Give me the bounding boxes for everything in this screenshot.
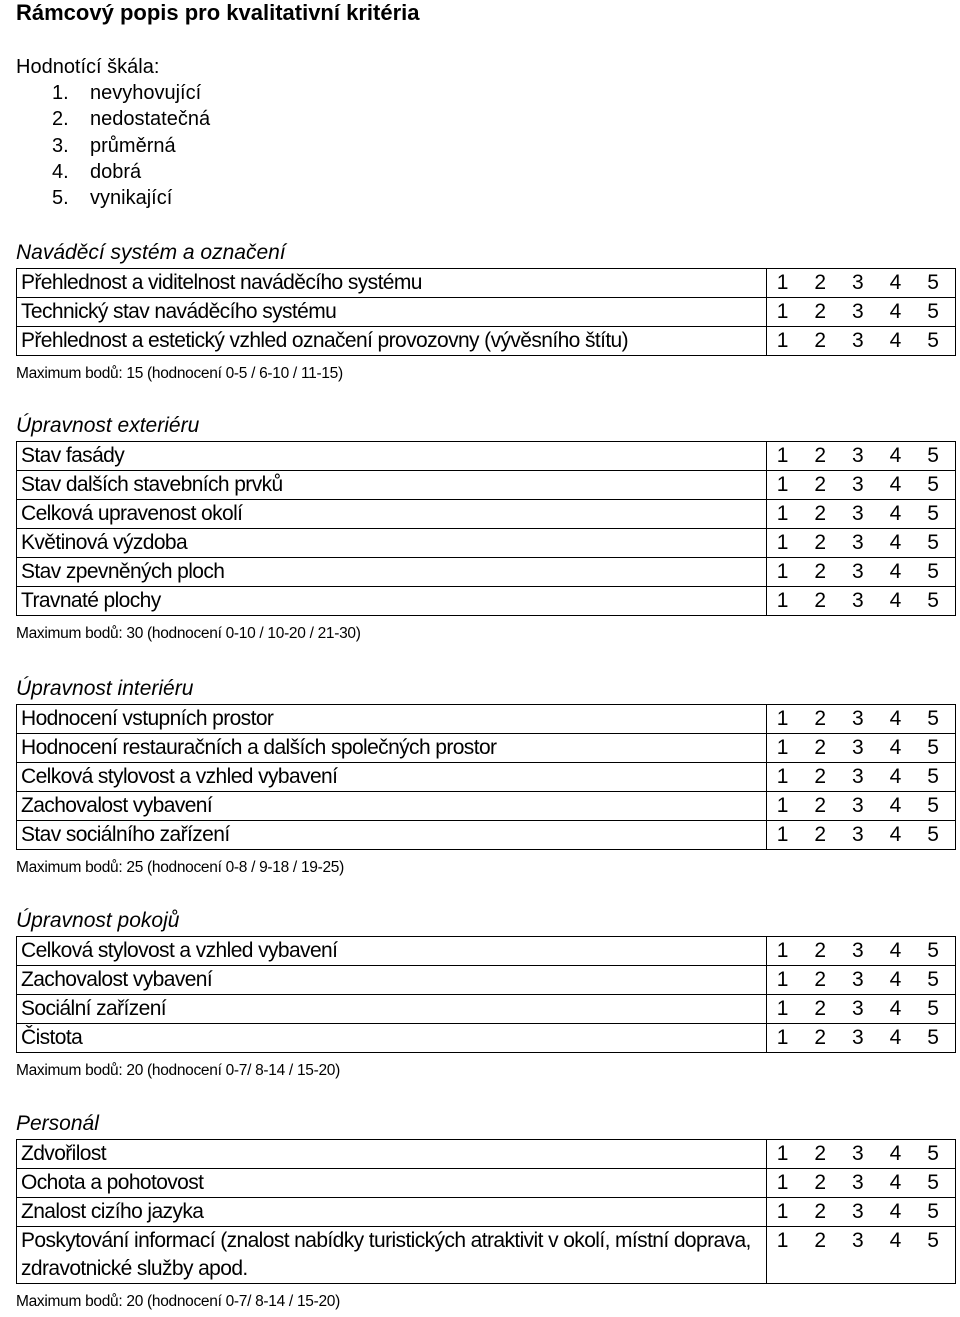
rating-scale: [766, 298, 955, 327]
rating-option[interactable]: 1: [776, 1142, 789, 1165]
rating-option[interactable]: 5: [927, 531, 939, 554]
rating-option[interactable]: 4: [889, 1142, 902, 1165]
criteria-table: [16, 1139, 956, 1284]
rating-option[interactable]: 3: [852, 736, 864, 759]
rating-scale: [766, 821, 955, 850]
rating-scale: [766, 763, 955, 792]
scale-item-label: nevyhovující: [90, 82, 202, 104]
rating-option[interactable]: 5: [927, 794, 939, 817]
table-row: [17, 471, 956, 500]
rating-option[interactable]: 4: [889, 1171, 902, 1194]
rating-option[interactable]: 4: [889, 444, 902, 467]
rating-option[interactable]: 5: [927, 300, 939, 323]
criterion-name: Poskytování informací (znalost nabídky turistických atraktivit v okolí, místní doprava, zdravotnické služby apod.: [17, 1227, 767, 1284]
rating-option[interactable]: 1: [776, 329, 789, 352]
scale-item: [52, 159, 210, 185]
rating-option[interactable]: 2: [814, 329, 827, 352]
rating-option[interactable]: 2: [814, 968, 827, 991]
rating-options: [767, 821, 955, 849]
rating-option[interactable]: 2: [814, 300, 827, 323]
rating-option[interactable]: 2: [814, 1200, 827, 1223]
rating-scale: [766, 1024, 955, 1053]
rating-option[interactable]: 1: [776, 560, 789, 583]
criterion-name: Květinová výzdoba: [17, 529, 767, 558]
table-row: [17, 792, 956, 821]
rating-option[interactable]: 1: [776, 589, 789, 612]
rating-option[interactable]: 3: [852, 300, 864, 323]
rating-option[interactable]: 5: [927, 502, 939, 525]
criteria-table: [16, 441, 956, 616]
criterion-name: Celková stylovost a vzhled vybavení: [17, 763, 767, 792]
rating-options: [767, 298, 955, 326]
rating-option[interactable]: 2: [814, 502, 827, 525]
page-title: Rámcový popis pro kvalitativní kritéria: [16, 0, 420, 25]
rating-option[interactable]: 2: [814, 765, 827, 788]
criterion-name: Stav dalších stavebních prvků: [17, 471, 767, 500]
rating-option[interactable]: 4: [889, 736, 902, 759]
rating-option[interactable]: 5: [927, 736, 939, 759]
scale-item: [52, 133, 210, 159]
scale-item-number: 5.: [52, 187, 69, 210]
rating-option[interactable]: 4: [889, 765, 902, 788]
table-row: [17, 763, 956, 792]
table-row: [17, 500, 956, 529]
rating-option[interactable]: 4: [889, 707, 902, 730]
rating-options: [767, 442, 955, 470]
rating-option[interactable]: 1: [776, 271, 789, 294]
criterion-name: Sociální zařízení: [17, 995, 767, 1024]
rating-scale: [766, 442, 955, 471]
rating-option[interactable]: 3: [852, 1229, 864, 1252]
rating-option[interactable]: 4: [889, 502, 902, 525]
rating-option[interactable]: 1: [776, 300, 789, 323]
rating-option[interactable]: 4: [889, 300, 902, 323]
table-row: [17, 529, 956, 558]
criterion-name: Technický stav naváděcího systému: [17, 298, 767, 327]
rating-option[interactable]: 2: [814, 736, 827, 759]
rating-option[interactable]: 2: [814, 1142, 827, 1165]
rating-option[interactable]: 4: [889, 589, 902, 612]
rating-option[interactable]: 5: [927, 1142, 939, 1165]
rating-options: [767, 558, 955, 586]
rating-option[interactable]: 5: [927, 1026, 939, 1049]
rating-option[interactable]: 4: [889, 997, 902, 1020]
rating-option[interactable]: 2: [814, 707, 827, 730]
rating-option[interactable]: 2: [814, 1171, 827, 1194]
rating-options: [767, 966, 955, 994]
rating-option[interactable]: 3: [852, 560, 864, 583]
criterion-name: Čistota: [17, 1024, 767, 1053]
rating-option[interactable]: 1: [776, 997, 789, 1020]
criterion-name: Celková stylovost a vzhled vybavení: [17, 937, 767, 966]
criterion-name: Znalost cizího jazyka: [17, 1198, 767, 1227]
rating-option[interactable]: 5: [927, 271, 939, 294]
section-heading: Naváděcí systém a označení: [16, 241, 286, 264]
rating-option[interactable]: 5: [927, 997, 939, 1020]
rating-option[interactable]: 1: [776, 1200, 789, 1223]
rating-scale: [766, 966, 955, 995]
rating-option[interactable]: 1: [776, 939, 789, 962]
criterion-name: Celková upravenost okolí: [17, 500, 767, 529]
rating-option[interactable]: 5: [927, 589, 939, 612]
rating-scale: [766, 529, 955, 558]
rating-option[interactable]: 5: [927, 1229, 939, 1252]
rating-option[interactable]: 1: [776, 1229, 789, 1252]
rating-option[interactable]: 5: [927, 1171, 939, 1194]
rating-option[interactable]: 5: [927, 765, 939, 788]
criteria-section: [16, 908, 956, 1081]
rating-option[interactable]: 3: [852, 823, 864, 846]
table-row: [17, 995, 956, 1024]
rating-options: [767, 529, 955, 557]
rating-option[interactable]: 4: [889, 560, 902, 583]
rating-options: [767, 1140, 955, 1168]
rating-option[interactable]: 5: [927, 823, 939, 846]
rating-scale: [766, 269, 955, 298]
criterion-name: Zdvořilost: [17, 1140, 767, 1169]
rating-option[interactable]: 1: [776, 444, 789, 467]
rating-option[interactable]: 3: [852, 968, 864, 991]
rating-option[interactable]: 3: [852, 939, 864, 962]
criterion-name: Zachovalost vybavení: [17, 966, 767, 995]
table-row: [17, 705, 956, 734]
scale-item-number: 4.: [52, 160, 69, 183]
criterion-name: Stav fasády: [17, 442, 767, 471]
table-row: [17, 966, 956, 995]
criterion-name: Přehlednost a viditelnost naváděcího systému: [17, 269, 767, 298]
criteria-section: [16, 1111, 956, 1312]
rating-option[interactable]: 5: [927, 560, 939, 583]
rating-option[interactable]: 2: [814, 997, 827, 1020]
rating-option[interactable]: 5: [927, 473, 939, 496]
table-row: [17, 442, 956, 471]
table-row: [17, 1024, 956, 1053]
rating-option[interactable]: 2: [814, 560, 827, 583]
table-row: [17, 327, 956, 356]
rating-option[interactable]: 4: [889, 794, 902, 817]
table-row: [17, 1169, 956, 1198]
rating-options: [767, 995, 955, 1023]
rating-option[interactable]: 3: [852, 271, 864, 294]
rating-options: [767, 1024, 955, 1052]
criteria-section: [16, 240, 956, 384]
rating-options: [767, 1227, 955, 1255]
criteria-section: [16, 413, 956, 644]
rating-options: [767, 500, 955, 528]
rating-option[interactable]: 1: [776, 823, 789, 846]
rating-option[interactable]: 2: [814, 823, 827, 846]
rating-options: [767, 1169, 955, 1197]
rating-option[interactable]: 3: [852, 1142, 864, 1165]
rating-option[interactable]: 2: [814, 531, 827, 554]
rating-option[interactable]: 1: [776, 968, 789, 991]
scale-item-number: 1.: [52, 82, 69, 104]
table-row: [17, 821, 956, 850]
rating-option[interactable]: 3: [852, 997, 864, 1020]
criterion-name: Ochota a pohotovost: [17, 1169, 767, 1198]
rating-option[interactable]: 3: [852, 707, 864, 730]
table-row: [17, 734, 956, 763]
rating-scale: [766, 734, 955, 763]
rating-option[interactable]: 3: [852, 531, 864, 554]
rating-option[interactable]: 4: [889, 329, 902, 352]
rating-scale: [766, 1169, 955, 1198]
table-row: [17, 269, 956, 298]
rating-option[interactable]: 1: [776, 794, 789, 817]
rating-option[interactable]: 3: [852, 329, 864, 352]
rating-option[interactable]: 5: [927, 444, 939, 467]
rating-option[interactable]: 4: [889, 531, 902, 554]
criteria-table: [16, 704, 956, 850]
rating-option[interactable]: 3: [852, 589, 864, 612]
table-row: [17, 1140, 956, 1169]
criterion-name: Stav sociálního zařízení: [17, 821, 767, 850]
section-heading: Personál: [16, 1112, 99, 1135]
rating-option[interactable]: 5: [927, 329, 939, 352]
table-row: [17, 1198, 956, 1227]
rating-scale: [766, 792, 955, 821]
rating-option[interactable]: 4: [889, 1026, 902, 1049]
rating-option[interactable]: 4: [889, 939, 902, 962]
table-row: [17, 937, 956, 966]
rating-scale: [766, 937, 955, 966]
rating-option[interactable]: 1: [776, 1171, 789, 1194]
rating-scale: [766, 327, 955, 356]
rating-option[interactable]: 3: [852, 794, 864, 817]
table-row: [17, 1227, 956, 1284]
rating-scale: [766, 587, 955, 616]
section-heading: Úpravnost pokojů: [16, 909, 180, 932]
scale-item-number: 2.: [52, 108, 69, 131]
rating-option[interactable]: 4: [889, 1229, 902, 1252]
scale-item: [52, 185, 210, 211]
rating-option[interactable]: 3: [852, 444, 864, 467]
criterion-name: Travnaté plochy: [17, 587, 767, 616]
rating-options: [767, 587, 955, 615]
rating-options: [767, 734, 955, 762]
max-points-note: Maximum bodů: 20 (hodnocení 0-7/ 8-14 / 15-20): [16, 1293, 340, 1310]
rating-options: [767, 327, 955, 355]
rating-option[interactable]: 3: [852, 502, 864, 525]
rating-scale: [766, 500, 955, 529]
rating-options: [767, 792, 955, 820]
rating-option[interactable]: 3: [852, 1200, 864, 1223]
rating-option[interactable]: 4: [889, 473, 902, 496]
rating-option[interactable]: 3: [852, 765, 864, 788]
scale-item-label: dobrá: [90, 160, 142, 183]
table-row: [17, 298, 956, 327]
rating-option[interactable]: 4: [889, 1200, 902, 1223]
rating-option[interactable]: 3: [852, 473, 864, 496]
scale-item-label: průměrná: [90, 134, 176, 157]
rating-options: [767, 937, 955, 965]
table-row: [17, 558, 956, 587]
scale-label: Hodnotící škála:: [16, 56, 160, 78]
rating-option[interactable]: 2: [814, 444, 827, 467]
scale-item-number: 3.: [52, 134, 69, 157]
rating-option[interactable]: 3: [852, 1171, 864, 1194]
rating-option[interactable]: 2: [814, 794, 827, 817]
rating-options: [767, 1198, 955, 1226]
rating-option[interactable]: 1: [776, 473, 789, 496]
rating-scale: [766, 558, 955, 587]
rating-option[interactable]: 2: [814, 939, 827, 962]
rating-options: [767, 471, 955, 499]
criterion-name: Zachovalost vybavení: [17, 792, 767, 821]
criteria-section: [16, 676, 956, 878]
rating-scale: [766, 471, 955, 500]
max-points-note: Maximum bodů: 25 (hodnocení 0-8 / 9-18 / 19-25): [16, 859, 344, 876]
rating-scale: [766, 1140, 955, 1169]
rating-option[interactable]: 4: [889, 968, 902, 991]
rating-option[interactable]: 1: [776, 736, 789, 759]
rating-option[interactable]: 1: [776, 531, 789, 554]
scale-list: [52, 80, 210, 211]
scale-item-label: vynikající: [90, 187, 173, 210]
rating-option[interactable]: 5: [927, 1200, 939, 1223]
rating-option[interactable]: 3: [852, 1026, 864, 1049]
max-points-note: Maximum bodů: 30 (hodnocení 0-10 / 10-20 / 21-30): [16, 625, 361, 642]
rating-option[interactable]: 4: [889, 271, 902, 294]
rating-option[interactable]: 1: [776, 707, 789, 730]
rating-option[interactable]: 4: [889, 823, 902, 846]
rating-option[interactable]: 2: [814, 589, 827, 612]
rating-option[interactable]: 2: [814, 1229, 827, 1252]
rating-scale: [766, 1198, 955, 1227]
rating-options: [767, 705, 955, 733]
rating-option[interactable]: 5: [927, 707, 939, 730]
rating-option[interactable]: 1: [776, 765, 789, 788]
table-row: [17, 587, 956, 616]
scale-item: [52, 106, 210, 132]
rating-option[interactable]: 1: [776, 1026, 789, 1049]
scale-item: [52, 80, 210, 106]
section-heading: Úpravnost exteriéru: [16, 414, 200, 437]
rating-option[interactable]: 2: [814, 1026, 827, 1049]
max-points-note: Maximum bodů: 15 (hodnocení 0-5 / 6-10 / 11-15): [16, 365, 343, 382]
rating-scale: [766, 995, 955, 1024]
criterion-name: Přehlednost a estetický vzhled označení provozovny (vývěsního štítu): [17, 327, 767, 356]
criterion-name: Stav zpevněných ploch: [17, 558, 767, 587]
criteria-table: [16, 268, 956, 356]
rating-option[interactable]: 5: [927, 968, 939, 991]
rating-option[interactable]: 2: [814, 271, 827, 294]
rating-scale: [766, 1227, 955, 1284]
rating-options: [767, 763, 955, 791]
rating-options: [767, 269, 955, 297]
rating-option[interactable]: 5: [927, 939, 939, 962]
section-heading: Úpravnost interiéru: [16, 677, 194, 700]
criteria-table: [16, 936, 956, 1053]
rating-option[interactable]: 2: [814, 473, 827, 496]
criterion-name: Hodnocení restauračních a dalších společných prostor: [17, 734, 767, 763]
scale-item-label: nedostatečná: [90, 108, 211, 131]
rating-scale: [766, 705, 955, 734]
criterion-name: Hodnocení vstupních prostor: [17, 705, 767, 734]
max-points-note: Maximum bodů: 20 (hodnocení 0-7/ 8-14 / 15-20): [16, 1062, 340, 1079]
rating-option[interactable]: 1: [776, 502, 789, 525]
